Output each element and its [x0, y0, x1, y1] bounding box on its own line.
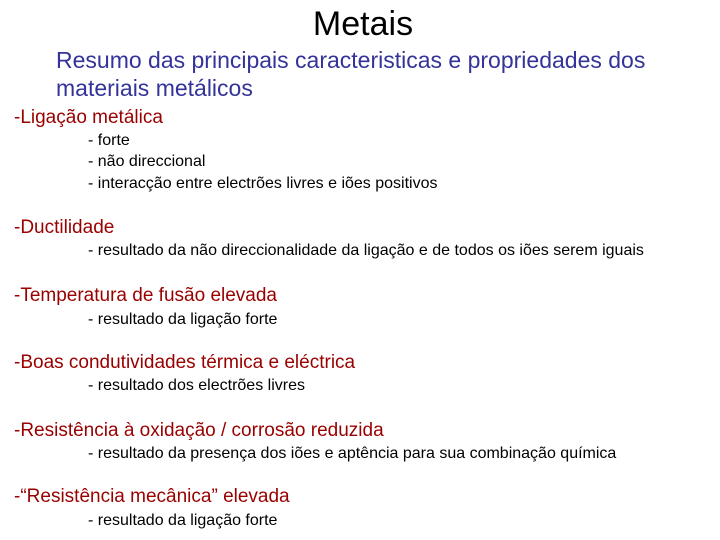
section-item: - forte [88, 132, 130, 149]
slide-subtitle: Resumo das principais caracteristicas e propriedades dos materiais metálicos [56, 47, 646, 101]
section-item: - não direccional [88, 153, 206, 170]
section-item: - resultado da ligação forte [88, 311, 278, 328]
section-item: - interacção entre electrões livres e iões positivos [88, 175, 438, 192]
section-heading-ligacao-metalica: -Ligação metálica [14, 107, 163, 128]
section-item: - resultado da presença dos iões e aptência para sua combinação química [88, 445, 617, 462]
section-heading-temperatura-fusao: -Temperatura de fusão elevada [14, 285, 277, 306]
section-item: - resultado da não direccionalidade da ligação e de todos os iões serem iguais [88, 242, 644, 259]
section-heading-resistencia-mecanica: -“Resistência mecânica” elevada [14, 486, 290, 507]
section-item: - resultado dos electrões livres [88, 377, 305, 394]
section-item: - resultado da ligação forte [88, 512, 278, 529]
section-heading-ductilidade: -Ductilidade [14, 217, 115, 238]
slide-title: Metais [312, 5, 414, 43]
section-heading-condutividades: -Boas condutividades térmica e eléctrica [14, 352, 356, 373]
section-heading-resistencia-oxidacao: -Resistência à oxidação / corrosão reduzida [14, 420, 384, 441]
